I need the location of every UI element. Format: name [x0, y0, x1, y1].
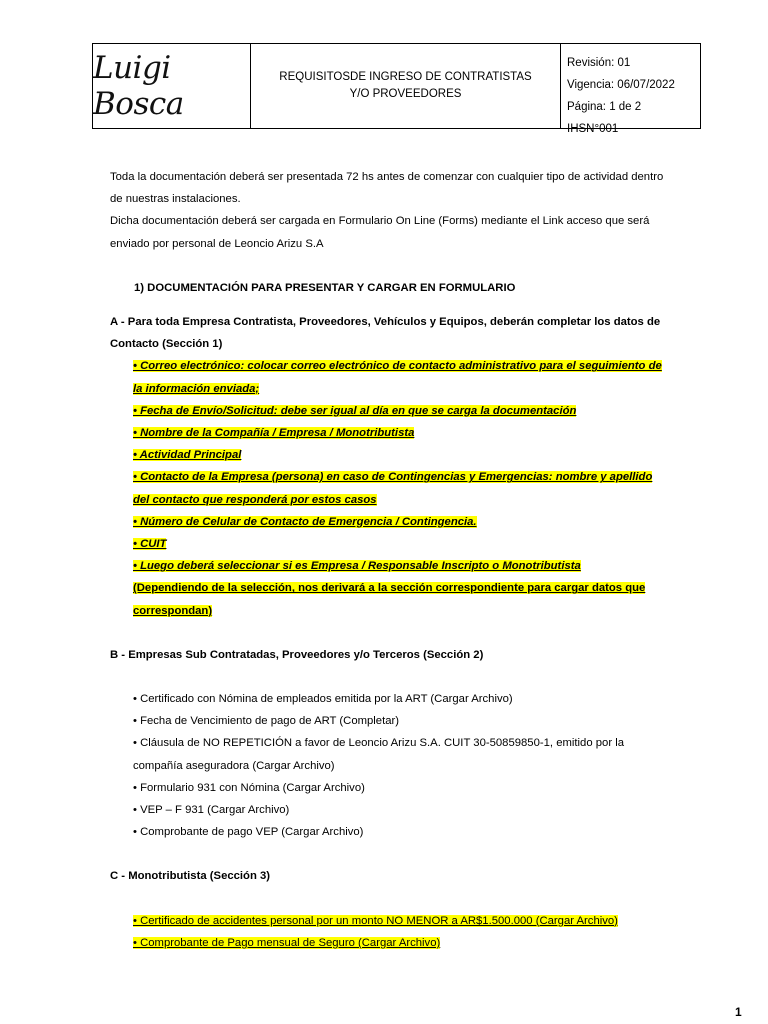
- section-heading: 1) DOCUMENTACIÓN PARA PRESENTAR Y CARGAR EN FORMULARIO: [134, 281, 516, 294]
- list-item: • Nombre de la Compañía / Empresa / Monotributista: [133, 427, 415, 440]
- subsection-a-list: [110, 355, 670, 621]
- subsection-a-heading: A - Para toda Empresa Contratista, Proveedores, Vehículos y Equipos, deberán completar los datos de Contacto (Sección 1): [110, 316, 661, 351]
- list-item: • Certificado con Nómina de empleados emitida por la ART (Cargar Archivo): [133, 693, 513, 706]
- luigi-bosca-logo: Luigi Bosca: [93, 50, 184, 122]
- vigencia-text: Vigencia: 06/07/2022: [567, 79, 675, 91]
- document-title: REQUISITOSDE INGRESO DE CONTRATISTAS Y/O PROVEEDORES: [251, 44, 561, 128]
- page-number: 1: [735, 1005, 742, 1019]
- logo-cell: [93, 44, 251, 128]
- subsection-b-list: [110, 688, 670, 843]
- subsection-c-heading: C - Monotributista (Sección 3): [110, 870, 271, 883]
- intro-paragraph: Toda la documentación deberá ser presentada 72 hs antes de comenzar con cualquier tipo de actividad dentro de nuestras instalaciones.: [110, 171, 664, 206]
- list-item: • Fecha de Envío/Solicitud: debe ser igual al día en que se carga la documentación: [133, 404, 577, 417]
- selection-note: (Dependiendo de la selección, nos derivará a la sección correspondiente para cargar datos que correspondan): [133, 582, 646, 617]
- list-item: • Número de Celular de Contacto de Emergencia / Contingencia.: [133, 515, 477, 528]
- document-meta: [561, 44, 700, 135]
- pagina-text: Página: 1 de 2 IHSN°001: [567, 101, 642, 135]
- list-item: • Actividad Principal: [133, 449, 242, 462]
- list-item: • Correo electrónico: colocar correo electrónico de contacto administrativo para el seguimiento de la información enviada;: [133, 360, 662, 395]
- list-item: • Contacto de la Empresa (persona) en caso de Contingencias y Emergencias: nombre y apellido del contacto que responderá por estos casos: [133, 471, 653, 506]
- subsection-c-list: [110, 910, 670, 954]
- list-item: • Fecha de Vencimiento de pago de ART (Completar): [133, 715, 400, 728]
- list-item: • Cláusula de NO REPETICIÓN a favor de Leoncio Arizu S.A. CUIT 30-50859850-1, emitido por la compañía aseguradora (Cargar Archivo): [133, 737, 625, 772]
- list-item: • Comprobante de Pago mensual de Seguro (Cargar Archivo): [133, 936, 441, 949]
- list-item: • CUIT: [133, 538, 167, 551]
- intro-paragraph: Dicha documentación deberá ser cargada en Formulario On Line (Forms) mediante el Link acceso que será enviado por personal de Leoncio Arizu S.A: [110, 215, 650, 250]
- revision-text: Revisión: 01: [567, 57, 631, 69]
- subsection-b-heading: B - Empresas Sub Contratadas, Proveedores y/o Terceros (Sección 2): [110, 648, 484, 661]
- document-body: [110, 166, 670, 954]
- list-item: • Luego deberá seleccionar si es Empresa / Responsable Inscripto o Monotributista: [133, 560, 581, 573]
- list-item: • VEP – F 931 (Cargar Archivo): [133, 804, 290, 817]
- list-item: • Comprobante de pago VEP (Cargar Archivo): [133, 826, 364, 839]
- document-header: [92, 43, 701, 135]
- list-item: • Certificado de accidentes personal por un monto NO MENOR a AR$1.500.000 (Cargar Archivo): [133, 914, 618, 927]
- list-item: • Formulario 931 con Nómina (Cargar Archivo): [133, 781, 365, 794]
